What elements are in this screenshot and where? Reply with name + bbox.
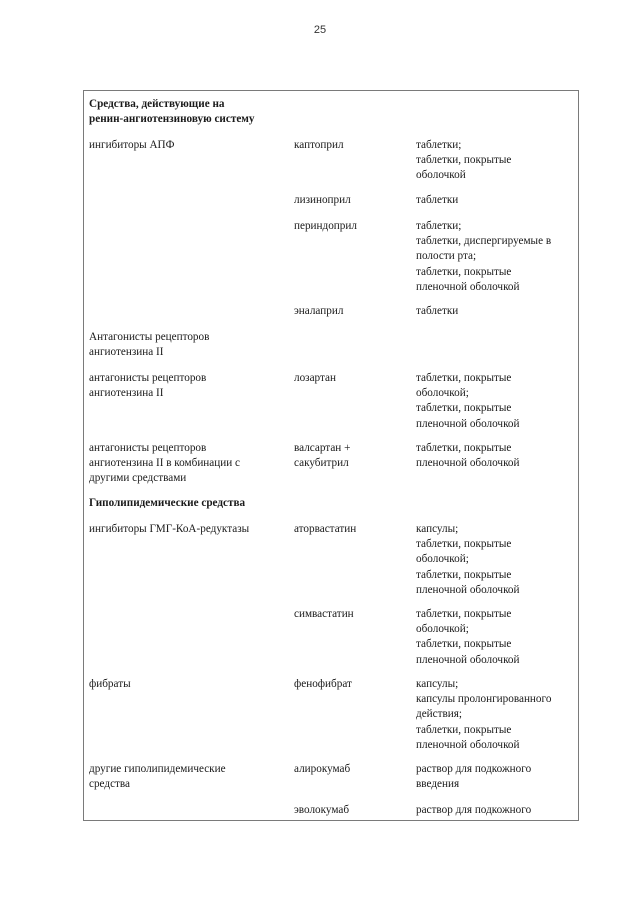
- drug-group-cell: антагонисты рецепторов ангиотензина II в комбинации с другими средствами: [89, 442, 240, 485]
- drug-name-cell: валсартан + сакубитрил: [294, 442, 351, 470]
- drug-name-cell: лизиноприл: [294, 194, 351, 206]
- drug-group-cell: другие гиполипидемические средства: [89, 763, 226, 791]
- drug-name-cell: каптоприл: [294, 139, 344, 151]
- dosage-forms-cell: таблетки, покрытые оболочкой; таблетки, покрытые пленочной оболочкой: [416, 608, 520, 666]
- drug-group-cell: Средства, действующие на ренин-ангиотензиновую систему: [89, 98, 255, 126]
- dosage-forms-cell: таблетки; таблетки, диспергируемые в полости рта; таблетки, покрытые пленочной оболочкой: [416, 220, 552, 293]
- dosage-forms-cell: таблетки, покрытые пленочной оболочкой: [416, 442, 520, 470]
- dosage-forms-cell: таблетки, покрытые оболочкой; таблетки, покрытые пленочной оболочкой: [416, 372, 520, 430]
- drug-name-cell: алирокумаб: [294, 763, 351, 775]
- dosage-forms-cell: капсулы; таблетки, покрытые оболочкой; таблетки, покрытые пленочной оболочкой: [416, 523, 520, 596]
- drug-name-cell: симвастатин: [294, 608, 354, 620]
- drug-name-cell: периндоприл: [294, 220, 357, 232]
- drug-name-cell: эволокумаб: [294, 804, 350, 816]
- dosage-forms-cell: раствор для подкожного введения: [416, 763, 532, 791]
- page-number: 25: [313, 24, 327, 36]
- dosage-forms-cell: таблетки: [416, 194, 459, 206]
- drug-group-cell: ингибиторы АПФ: [89, 139, 175, 151]
- drug-name-cell: эналаприл: [294, 305, 344, 317]
- drug-name-cell: аторвастатин: [294, 523, 357, 535]
- drug-name-cell: лозартан: [294, 372, 336, 384]
- dosage-forms-cell: таблетки: [416, 305, 459, 317]
- drug-group-cell: антагонисты рецепторов ангиотензина II: [89, 372, 207, 400]
- drug-group-cell: фибраты: [89, 678, 131, 690]
- drug-name-cell: фенофибрат: [294, 678, 352, 690]
- dosage-forms-cell: раствор для подкожного: [416, 804, 532, 816]
- drug-group-cell: Гиполипидемические средства: [89, 497, 246, 509]
- drug-group-cell: ингибиторы ГМГ-КоА-редуктазы: [89, 523, 250, 535]
- drug-table: [83, 90, 579, 821]
- dosage-forms-cell: капсулы; капсулы пролонгированного действия; таблетки, покрытые пленочной оболочкой: [416, 678, 552, 751]
- dosage-forms-cell: таблетки; таблетки, покрытые оболочкой: [416, 139, 512, 182]
- drug-group-cell: Антагонисты рецепторов ангиотензина II: [89, 331, 210, 359]
